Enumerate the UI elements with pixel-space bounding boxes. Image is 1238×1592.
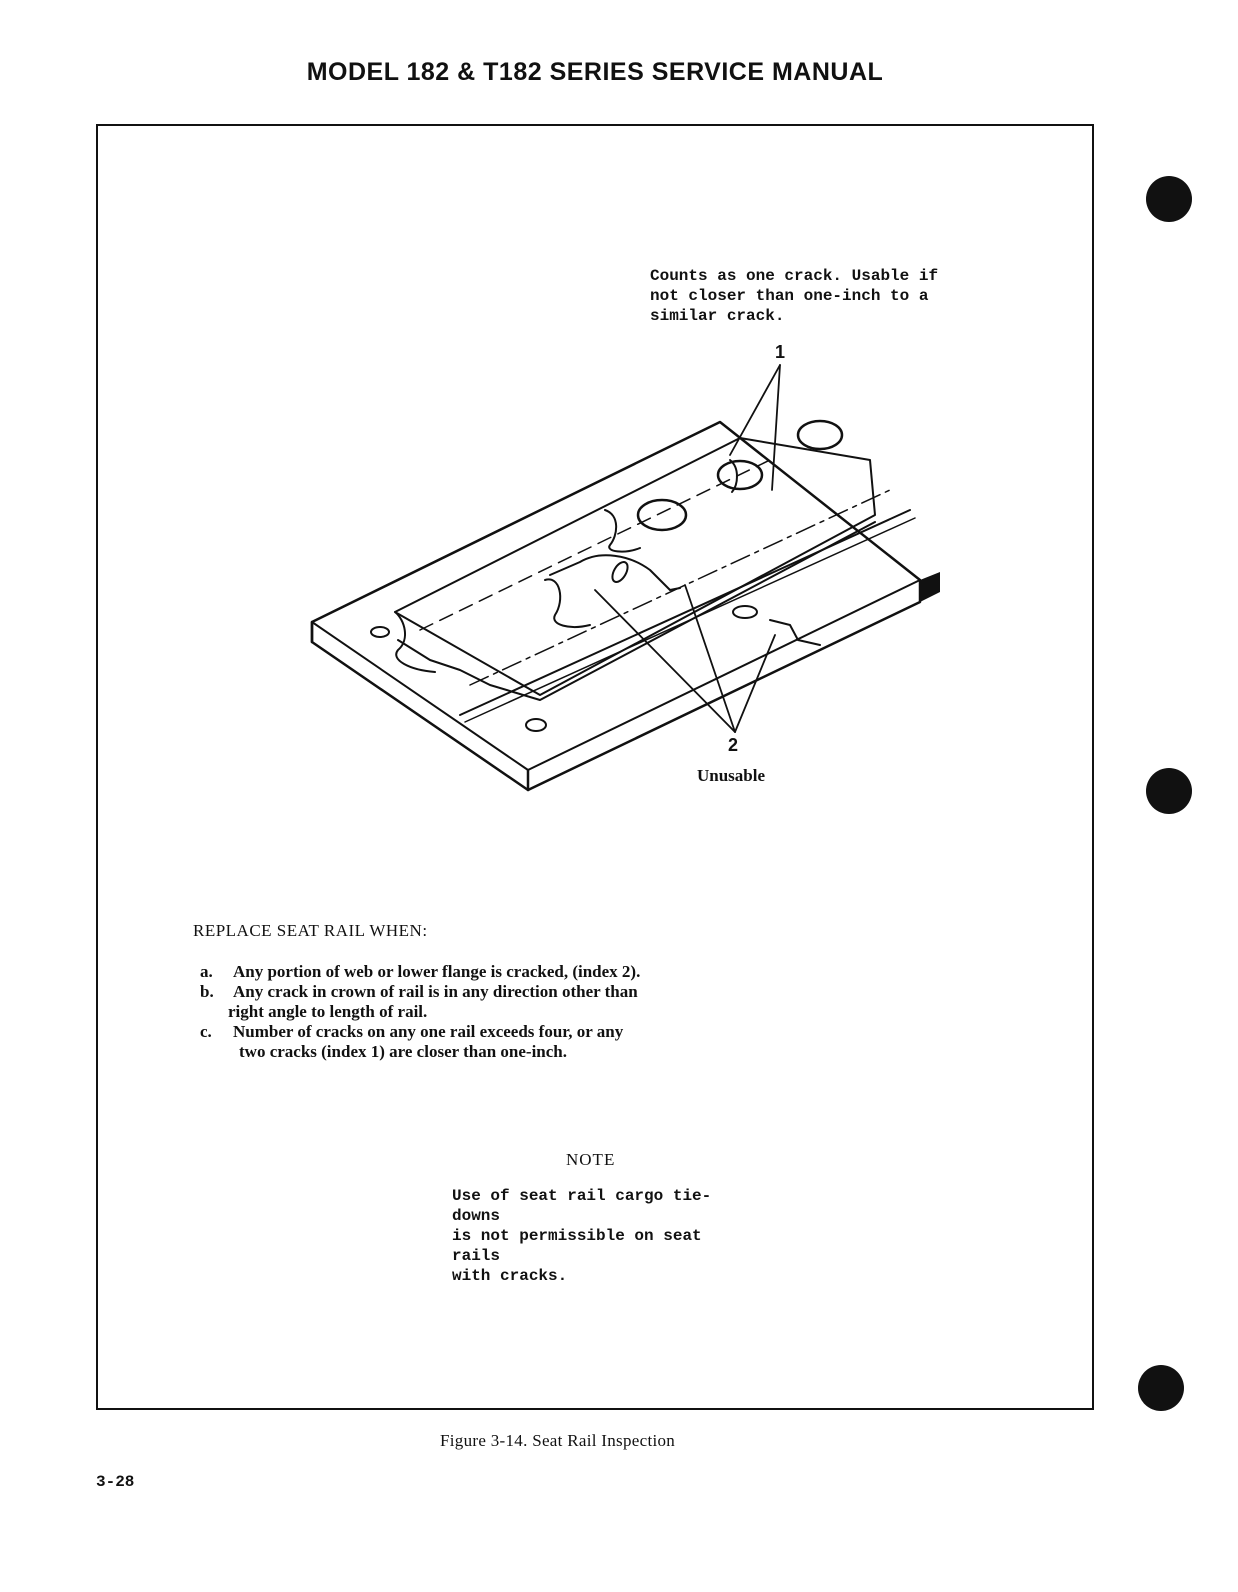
note-line: is not permissible on seat rails	[452, 1227, 702, 1265]
index-2-label: 2	[728, 735, 739, 755]
callout-usable-crack	[650, 266, 950, 326]
list-item-text: Any portion of web or lower flange is cracked, (index 2).	[233, 962, 641, 981]
callout-1-line-1: Counts as one crack. Usable if	[650, 267, 939, 285]
list-item	[200, 962, 800, 982]
page-number: 3-28	[96, 1473, 135, 1491]
note-line: Use of seat rail cargo tie-downs	[452, 1187, 712, 1225]
binder-hole-bottom	[1138, 1365, 1184, 1411]
list-item-text: two cracks (index 1) are closer than one-inch.	[239, 1042, 568, 1061]
note-title: NOTE	[566, 1150, 616, 1169]
figure-caption: Figure 3-14. Seat Rail Inspection	[440, 1431, 676, 1450]
binder-hole-top	[1146, 176, 1192, 222]
seat-rail-illustration	[300, 340, 940, 800]
replace-seat-rail-title: REPLACE SEAT RAIL WHEN:	[193, 921, 428, 940]
page-header-title: MODEL 182 & T182 SERIES SERVICE MANUAL	[306, 58, 884, 86]
note-line: with cracks.	[452, 1267, 568, 1285]
callout-unusable: Unusable	[697, 766, 766, 785]
callout-1-line-2: not closer than one-inch to a	[650, 287, 929, 305]
index-1-label: 1	[775, 342, 786, 362]
list-item-letter: c.	[200, 1022, 212, 1041]
list-item-text: Number of cracks on any one rail exceeds four, or any	[233, 1022, 624, 1041]
binder-hole-middle	[1146, 768, 1192, 814]
callout-1-line-3: similar crack.	[650, 307, 785, 325]
list-item-letter: b.	[200, 982, 214, 1001]
list-item	[200, 982, 800, 1022]
list-item-text: right angle to length of rail.	[228, 1002, 428, 1021]
note-body	[452, 1186, 752, 1286]
replacement-criteria-list	[200, 962, 800, 1062]
list-item-letter: a.	[200, 962, 213, 981]
list-item-text: Any crack in crown of rail is in any direction other than	[233, 982, 638, 1001]
list-item	[200, 1022, 800, 1062]
